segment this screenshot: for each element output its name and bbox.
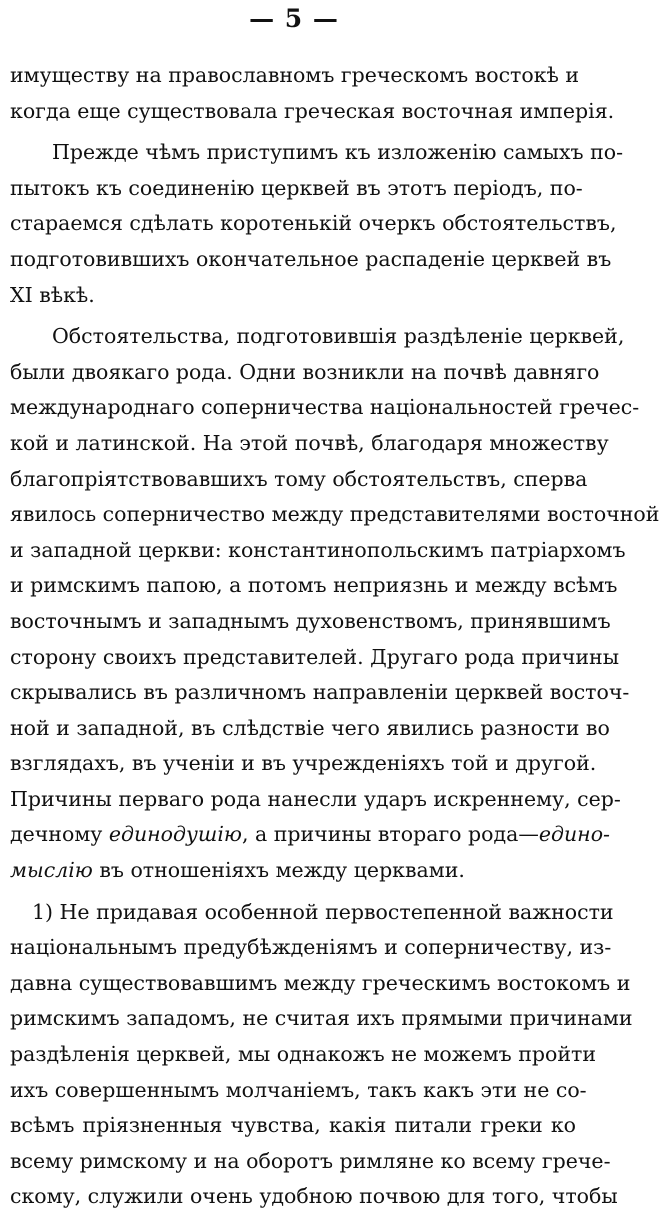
text-line: и западной церкви: константинопольскимъ патріархомъ xyxy=(10,537,626,562)
text-line: скому, служили очень удобною почвою для того, чтобы xyxy=(10,1184,618,1209)
text-line: всему римскому и на оборотъ римляне ко всему грече- xyxy=(10,1148,611,1173)
text-line: національнымъ предубѣжденіямъ и соперничеству, из- xyxy=(10,935,612,960)
body-text xyxy=(10,58,659,1215)
text-line: кой и латинской. На этой почвѣ, благодаря множеству xyxy=(10,430,609,455)
text-line: раздѣленія церквей, мы однакожъ не можемъ пройти xyxy=(10,1042,597,1067)
text-line: всѣмъ пріязненныя чувства, какія питали греки ко xyxy=(10,1113,576,1138)
page-number: — 5 — xyxy=(249,4,339,33)
text-line: благопріятствовавшихъ тому обстоятельствъ, сперва xyxy=(10,466,588,491)
text-line: взглядахъ, въ ученіи и въ учрежденіяхъ той и другой. xyxy=(10,751,597,776)
text-line: XI вѣкѣ. xyxy=(10,282,95,307)
text-line: и римскимъ папою, а потомъ неприязнь и между всѣмъ xyxy=(10,573,618,598)
text-line: римскимъ западомъ, не считая ихъ прямыми причинами xyxy=(10,1006,633,1031)
text-line: международнаго соперничества національностей гречес- xyxy=(10,395,640,420)
text-line: 1) Не придавая особенной первостепенной важности xyxy=(32,899,614,924)
text-line: мыслію въ отношеніяхъ между церквами. xyxy=(10,858,465,883)
text-line: когда еще существовала греческая восточная имперія. xyxy=(10,98,615,123)
text-line: ной и западной, въ слѣдствіе чего явились разности во xyxy=(10,715,610,740)
text-line: пытокъ къ соединенію церквей въ этотъ періодъ, по- xyxy=(10,175,583,200)
text-line: сторону своихъ представителей. Другаго рода причины xyxy=(10,644,620,669)
text-line: стараемся сдѣлать коротенькій очеркъ обстоятельствъ, xyxy=(10,211,617,236)
text-line: дечному единодушію, а причины втораго рода—едино- xyxy=(10,822,610,847)
text-line: Причины перваго рода нанесли ударъ искреннему, сер- xyxy=(10,786,621,811)
text-line: имуществу на православномъ греческомъ востокѣ и xyxy=(10,63,580,87)
text-line: давна существовавшимъ между греческимъ востокомъ и xyxy=(10,970,631,995)
text-line: скрывались въ различномъ направленіи церквей восточ- xyxy=(10,680,630,705)
text-line: Обстоятельства, подготовившія раздѣленіе церквей, xyxy=(52,324,625,349)
text-line: подготовившихъ окончательное распаденіе церквей въ xyxy=(10,246,612,271)
text-line: явилось соперничество между представителями восточной xyxy=(10,502,659,527)
text-line: были двоякаго рода. Одни возникли на почвѣ давняго xyxy=(10,359,600,384)
text-line: восточнымъ и западнымъ духовенствомъ, принявшимъ xyxy=(10,608,611,633)
text-line: Прежде чѣмъ приступимъ къ изложенію самыхъ по- xyxy=(52,140,624,165)
text-line: ихъ совершеннымъ молчаніемъ, такъ какъ эти не со- xyxy=(10,1077,587,1102)
